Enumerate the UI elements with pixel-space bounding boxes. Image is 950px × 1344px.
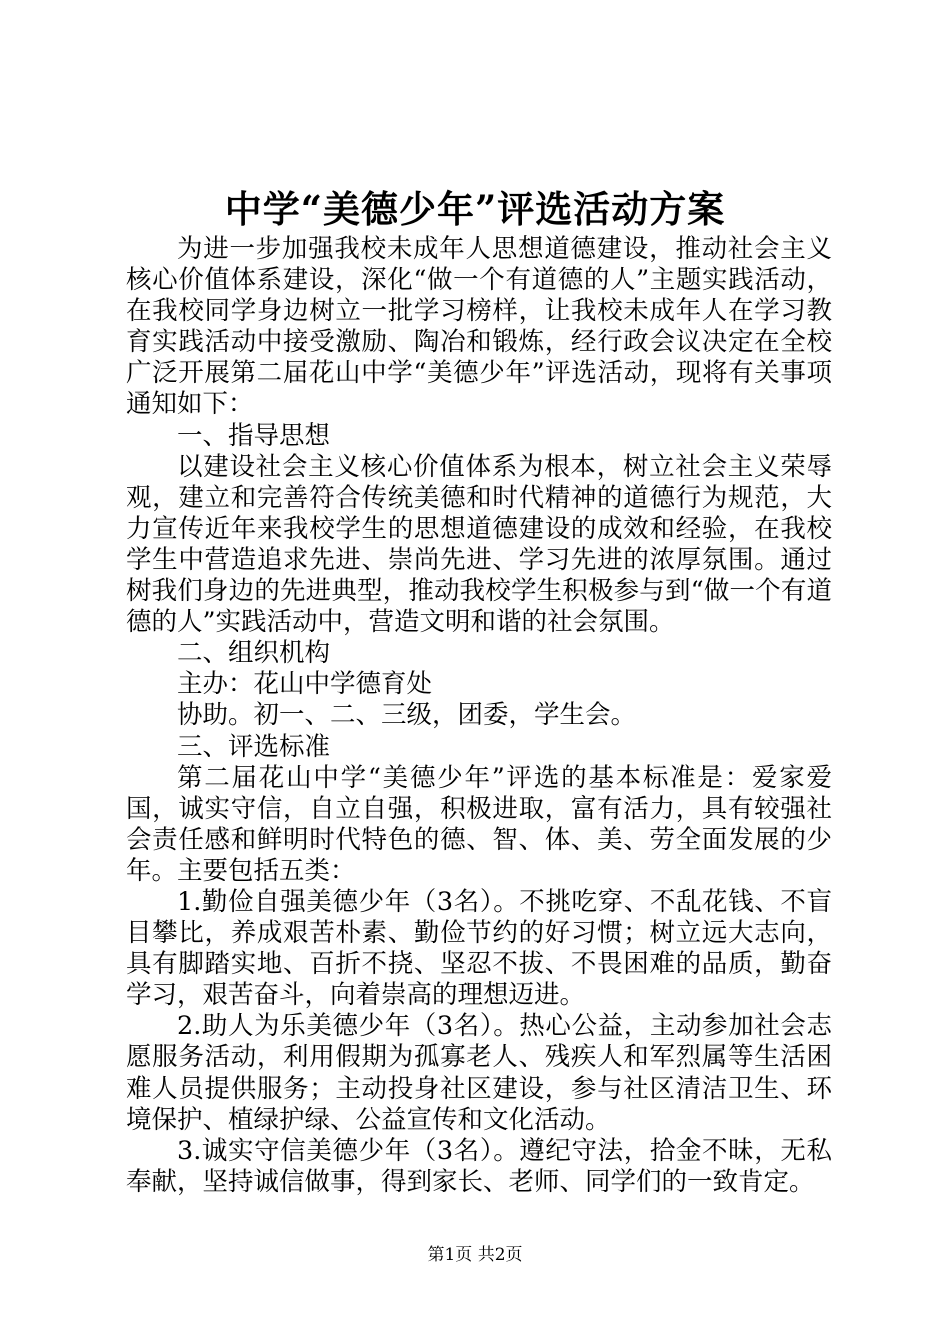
guiding-ideology-paragraph: 以建设社会主义核心价值体系为根本，树立社会主义荣辱观，建立和完善符合传统美德和时代精神的道德行为规范，大力宣传近年来我校学生的思想道德建设的成效和经验，在我校学生中营造追求先进、崇尚先进、学习先进的浓厚氛围。通过树我们身边的先进典型，推动我校学生积极参与到“做一个有道德的人”实践活动中，营造文明和谐的社会氛围。 bbox=[126, 451, 832, 638]
co-organizer-line: 协助。初一、二、三级，团委，学生会。 bbox=[177, 700, 637, 731]
section-heading-criteria: 三、评选标准 bbox=[177, 731, 331, 762]
document-title: 中学“美德少年”评选活动方案 bbox=[224, 187, 726, 231]
document-body bbox=[126, 234, 832, 1198]
intro-paragraph: 为进一步加强我校未成年人思想道德建设，推动社会主义核心价值体系建设，深化“做一个有道德的人”主题实践活动，在我校同学身边树立一批学习榜样，让我校未成年人在学习教育实践活动中接受激励、陶冶和锻炼，经行政会议决定在全校广泛开展第二届花山中学“美德少年”评选活动，现将有关事项通知如下： bbox=[126, 234, 832, 420]
section-heading-guiding-ideology: 一、指导思想 bbox=[177, 420, 331, 451]
criteria-item-1: 1.勤俭自强美德少年（3名）。不挑吃穿、不乱花钱、不盲目攀比，养成艰苦朴素、勤俭节约的好习惯；树立远大志向，具有脚踏实地、百折不挠、坚忍不拔、不畏困难的品质，勤奋学习，艰苦奋斗，向着崇高的理想迈进。 bbox=[126, 886, 832, 1011]
section-heading-organization: 二、组织机构 bbox=[177, 638, 331, 669]
criteria-item-3: 3.诚实守信美德少年（3名）。遵纪守法，拾金不昧，无私奉献，坚持诚信做事，得到家长、老师、同学们的一致肯定。 bbox=[126, 1135, 832, 1197]
organizer-line: 主办：花山中学德育处 bbox=[177, 669, 433, 700]
criteria-paragraph: 第二届花山中学“美德少年”评选的基本标准是：爱家爱国，诚实守信，自立自强，积极进取，富有活力，具有较强社会责任感和鲜明时代特色的德、智、体、美、劳全面发展的少年。主要包括五类： bbox=[126, 762, 832, 886]
page-number-footer: 第1页 共2页 bbox=[427, 1245, 523, 1265]
criteria-item-2: 2.助人为乐美德少年（3名）。热心公益，主动参加社会志愿服务活动，利用假期为孤寡老人、残疾人和军烈属等生活困难人员提供服务；主动投身社区建设，参与社区清洁卫生、环境保护、植绿护绿、公益宣传和文化活动。 bbox=[126, 1011, 832, 1135]
